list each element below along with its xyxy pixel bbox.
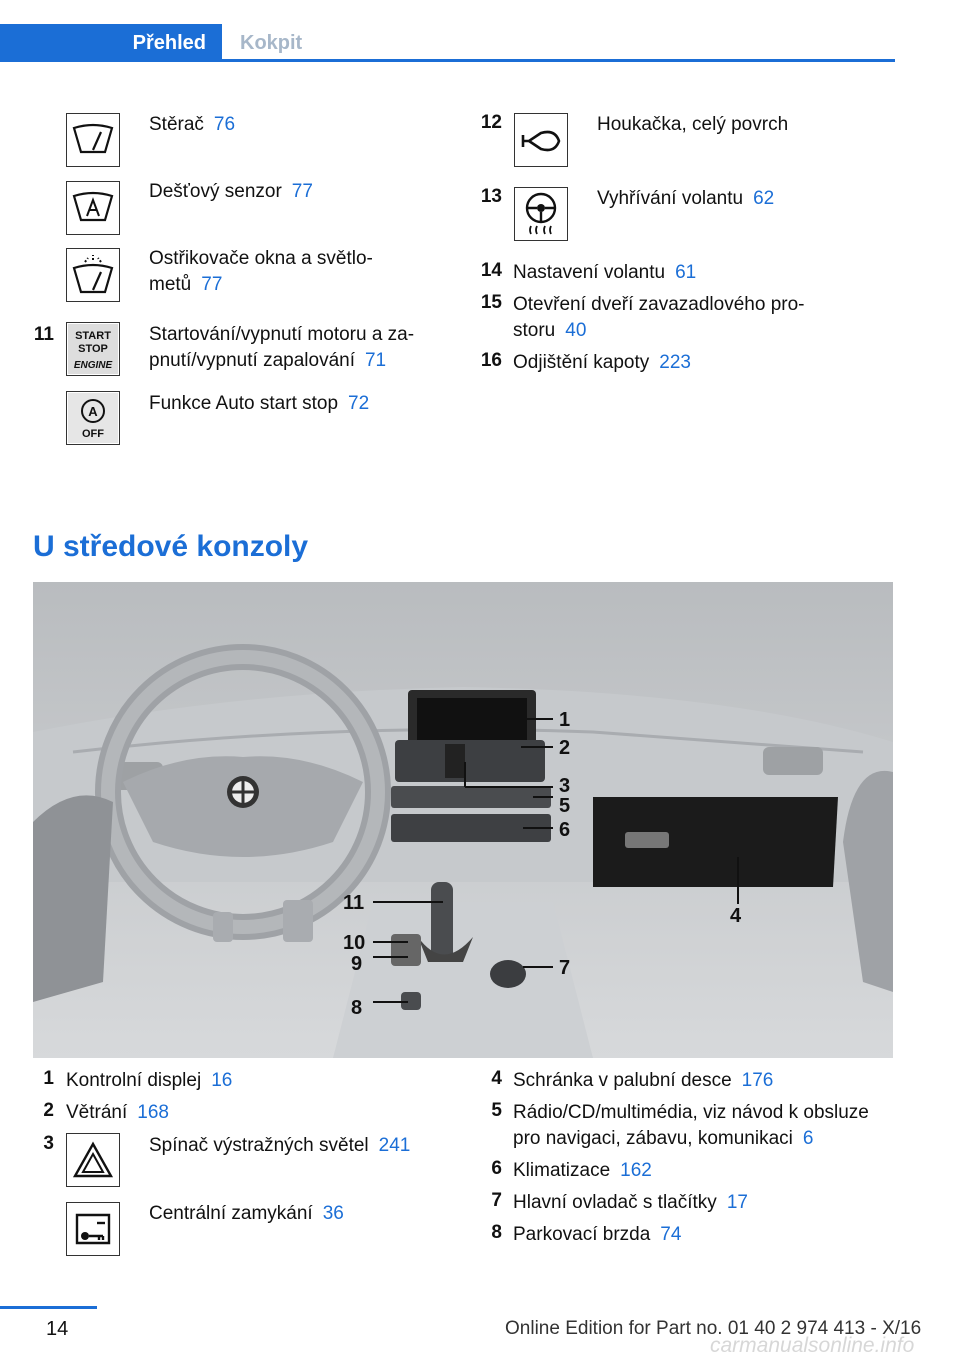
svg-text:A: A <box>88 404 98 419</box>
page-ref[interactable]: 77 <box>201 274 223 295</box>
washer-icon <box>66 248 120 302</box>
item-number: 14 <box>480 260 502 281</box>
page-ref[interactable]: 223 <box>659 352 691 373</box>
page-ref[interactable]: 17 <box>726 1192 748 1213</box>
page-ref[interactable]: 6 <box>802 1128 814 1149</box>
list-item: Klimatizace 162 <box>513 1160 652 1181</box>
item-number: 8 <box>491 1222 502 1243</box>
callout-7: 7 <box>559 957 571 979</box>
svg-text:ENGINE: ENGINE <box>73 360 113 371</box>
list-item: Nastavení volantu 61 <box>513 262 697 283</box>
page-ref[interactable]: 176 <box>741 1070 774 1091</box>
horn-icon <box>514 113 568 167</box>
item-number: 13 <box>480 186 502 207</box>
list-item: Otevření dveří zavazadlového pro- storu 40 <box>513 294 805 341</box>
list-item: Funkce Auto start stop 72 <box>149 393 370 414</box>
callout-1: 1 <box>559 709 571 731</box>
page-ref[interactable]: 162 <box>620 1160 652 1181</box>
list-item: Stěrač 76 <box>149 114 236 135</box>
item-number: 12 <box>480 112 502 133</box>
item-number: 1 <box>43 1068 54 1089</box>
list-item: Schránka v palubní desce 176 <box>513 1070 774 1091</box>
item-number: 15 <box>480 292 502 313</box>
list-item: Rádio/CD/multimédia, viz návod k obsluze pro navigaci, zábavu, komunikaci 6 <box>513 1102 869 1149</box>
list-item: Hlavní ovladač s tlačítky 17 <box>513 1192 748 1213</box>
callout-6: 6 <box>559 819 571 841</box>
hazard-icon <box>66 1133 120 1187</box>
start-stop-engine-icon <box>66 322 120 376</box>
list-item: Parkovací brzda 74 <box>513 1224 682 1245</box>
item-number: 4 <box>491 1068 502 1089</box>
item-number: 2 <box>43 1100 54 1121</box>
list-item: Startování/vypnutí motoru a za- pnutí/vypnutí zapalování 71 <box>149 324 415 371</box>
page-ref[interactable]: 40 <box>565 320 587 341</box>
svg-text:OFF: OFF <box>82 428 104 440</box>
list-item: Větrání 168 <box>66 1102 169 1123</box>
page-number: 14 <box>46 1318 69 1340</box>
footer-accent-line <box>0 1306 97 1309</box>
page-ref[interactable]: 36 <box>322 1203 344 1224</box>
tab-prehled[interactable]: Přehled <box>0 24 222 62</box>
list-item: Ostřikovače okna a světlo- metů 77 <box>149 248 373 295</box>
list-item: Centrální zamykání 36 <box>149 1203 344 1224</box>
item-number: 11 <box>33 324 54 345</box>
callout-11: 11 <box>343 892 365 914</box>
item-number: 6 <box>491 1158 502 1179</box>
item-number: 16 <box>480 350 502 371</box>
list-item: Kontrolní displej 16 <box>66 1070 233 1091</box>
page-ref[interactable]: 72 <box>348 393 370 414</box>
tab-underline <box>0 59 895 62</box>
list-item: Odjištění kapoty 223 <box>513 352 691 373</box>
callout-10: 10 <box>343 932 366 954</box>
page-ref[interactable]: 61 <box>675 262 697 283</box>
callout-3: 3 <box>559 775 571 797</box>
callout-4: 4 <box>730 905 742 927</box>
callout-2: 2 <box>559 737 571 759</box>
callout-5: 5 <box>559 795 571 817</box>
list-item: Vyhřívání volantu 62 <box>597 188 775 209</box>
page-ref[interactable]: 74 <box>660 1224 682 1245</box>
page-ref[interactable]: 16 <box>211 1070 233 1091</box>
callout-9: 9 <box>351 953 363 975</box>
item-number: 7 <box>491 1190 502 1211</box>
list-item: Houkačka, celý povrch <box>597 114 789 135</box>
list-item: Dešťový senzor 77 <box>149 181 313 202</box>
page-ref[interactable]: 168 <box>137 1102 169 1123</box>
svg-text:STOP: STOP <box>78 343 108 355</box>
page-ref[interactable]: 241 <box>378 1135 411 1156</box>
page-ref[interactable]: 62 <box>753 188 775 209</box>
item-number: 5 <box>491 1100 502 1121</box>
tab-kokpit[interactable]: Kokpit <box>240 31 303 54</box>
dashboard-illustration <box>33 582 893 1058</box>
steering-heat-icon <box>514 187 568 241</box>
edition-text: Online Edition for Part no. 01 40 2 974 413 - X/16 <box>505 1318 922 1339</box>
central-lock-icon <box>66 1202 120 1256</box>
auto-start-stop-off-icon <box>66 391 120 445</box>
rain-sensor-icon <box>66 181 120 235</box>
list-item: Spínač výstražných světel 241 <box>149 1135 411 1156</box>
page-ref[interactable]: 76 <box>213 114 236 135</box>
svg-text:START: START <box>75 330 111 342</box>
tab-bar <box>0 24 895 62</box>
page-ref[interactable]: 71 <box>364 350 387 371</box>
item-number: 3 <box>43 1133 54 1154</box>
callout-8: 8 <box>351 997 363 1019</box>
page-ref[interactable]: 77 <box>291 181 313 202</box>
section-title: U středové konzoly <box>33 530 309 563</box>
watermark: carmanualsonline.info <box>710 1334 915 1357</box>
wiper-icon <box>66 113 120 167</box>
